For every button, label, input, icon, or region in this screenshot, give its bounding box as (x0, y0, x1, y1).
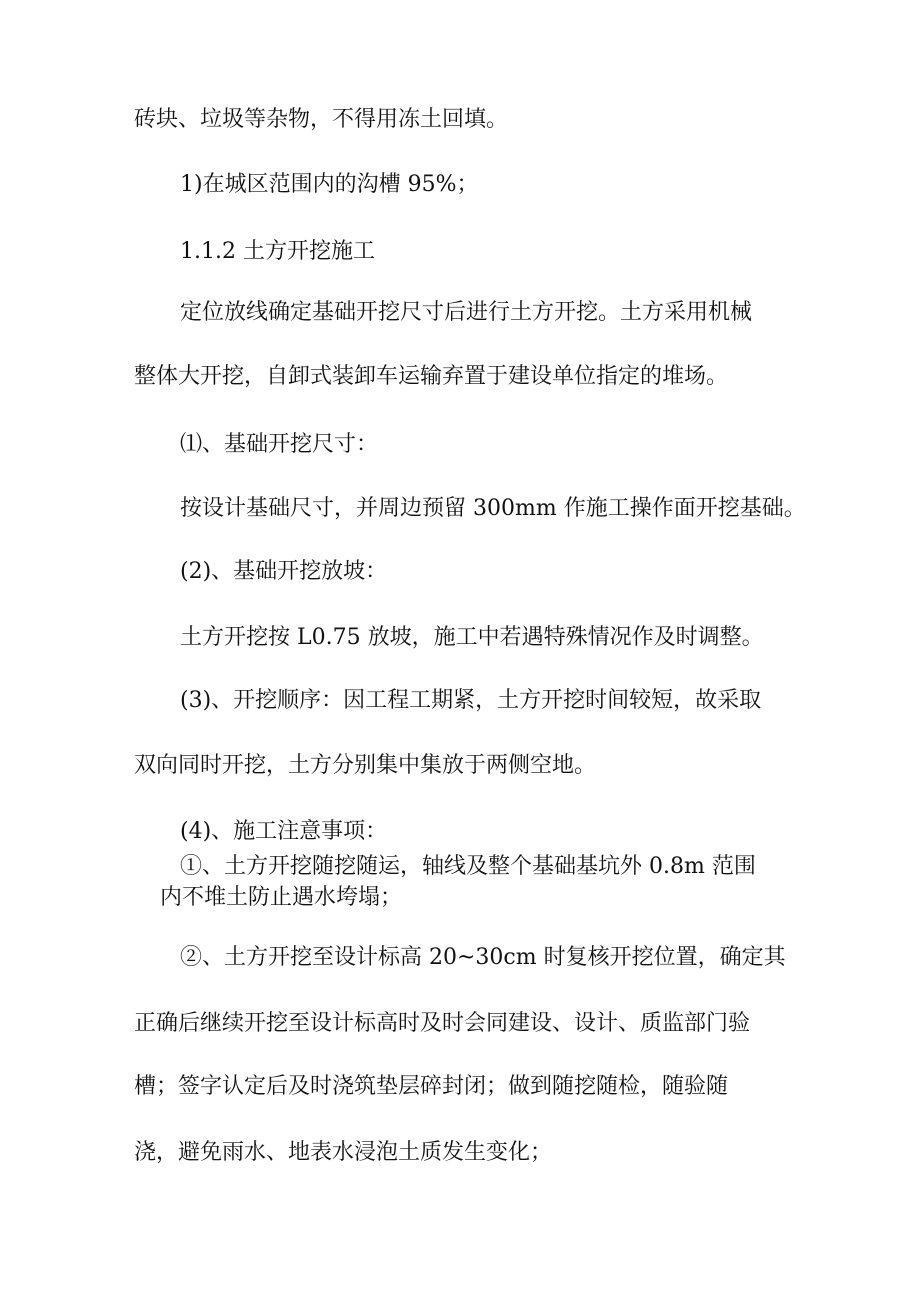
text-line: ①、土方开挖随挖随运，轴线及整个基础基坑外 0.8m 范围 (180, 854, 756, 879)
text-line: 内不堆土防止遇水垮塌； (160, 885, 403, 910)
text-line: ②、土方开挖至设计标高 20~30cm 时复核开挖位置，确定其 (180, 945, 786, 970)
text-line: 定位放线确定基础开挖尺寸后进行土方开挖。土方采用机械 (180, 300, 753, 325)
text-line: 土方开挖按 L0.75 放坡，施工中若遇特殊情况作及时调整。 (180, 625, 764, 650)
text-line: (4)、施工注意事项： (180, 819, 388, 844)
text-line: 1)在城区范围内的沟槽 95%； (180, 172, 479, 197)
text-line: ⑴、基础开挖尺寸： (180, 432, 379, 457)
text-line: 槽；签字认定后及时浇筑垫层碎封闭；做到随挖随检，随验随 (134, 1074, 729, 1099)
text-line: 砖块、垃圾等杂物，不得用冻土回填。 (134, 107, 509, 132)
text-line: 按设计基础尺寸，并周边预留 300mm 作施工操作面开挖基础。 (180, 496, 806, 521)
text-line: 浇，避免雨水、地表水浸泡土质发生变化； (134, 1140, 553, 1165)
text-line: 双向同时开挖，土方分别集中集放于两侧空地。 (134, 753, 597, 778)
text-line: 整体大开挖，自卸式装卸车运输弃置于建设单位指定的堆场。 (134, 364, 729, 389)
text-line: 正确后继续开挖至设计标高时及时会同建设、设计、质监部门验 (134, 1011, 751, 1036)
text-line: (2)、基础开挖放坡： (180, 559, 388, 584)
text-line: (3)、开挖顺序：因工程工期紧，土方开挖时间较短，故采取 (180, 688, 762, 713)
section-heading: 1.1.2 土方开挖施工 (180, 239, 375, 264)
